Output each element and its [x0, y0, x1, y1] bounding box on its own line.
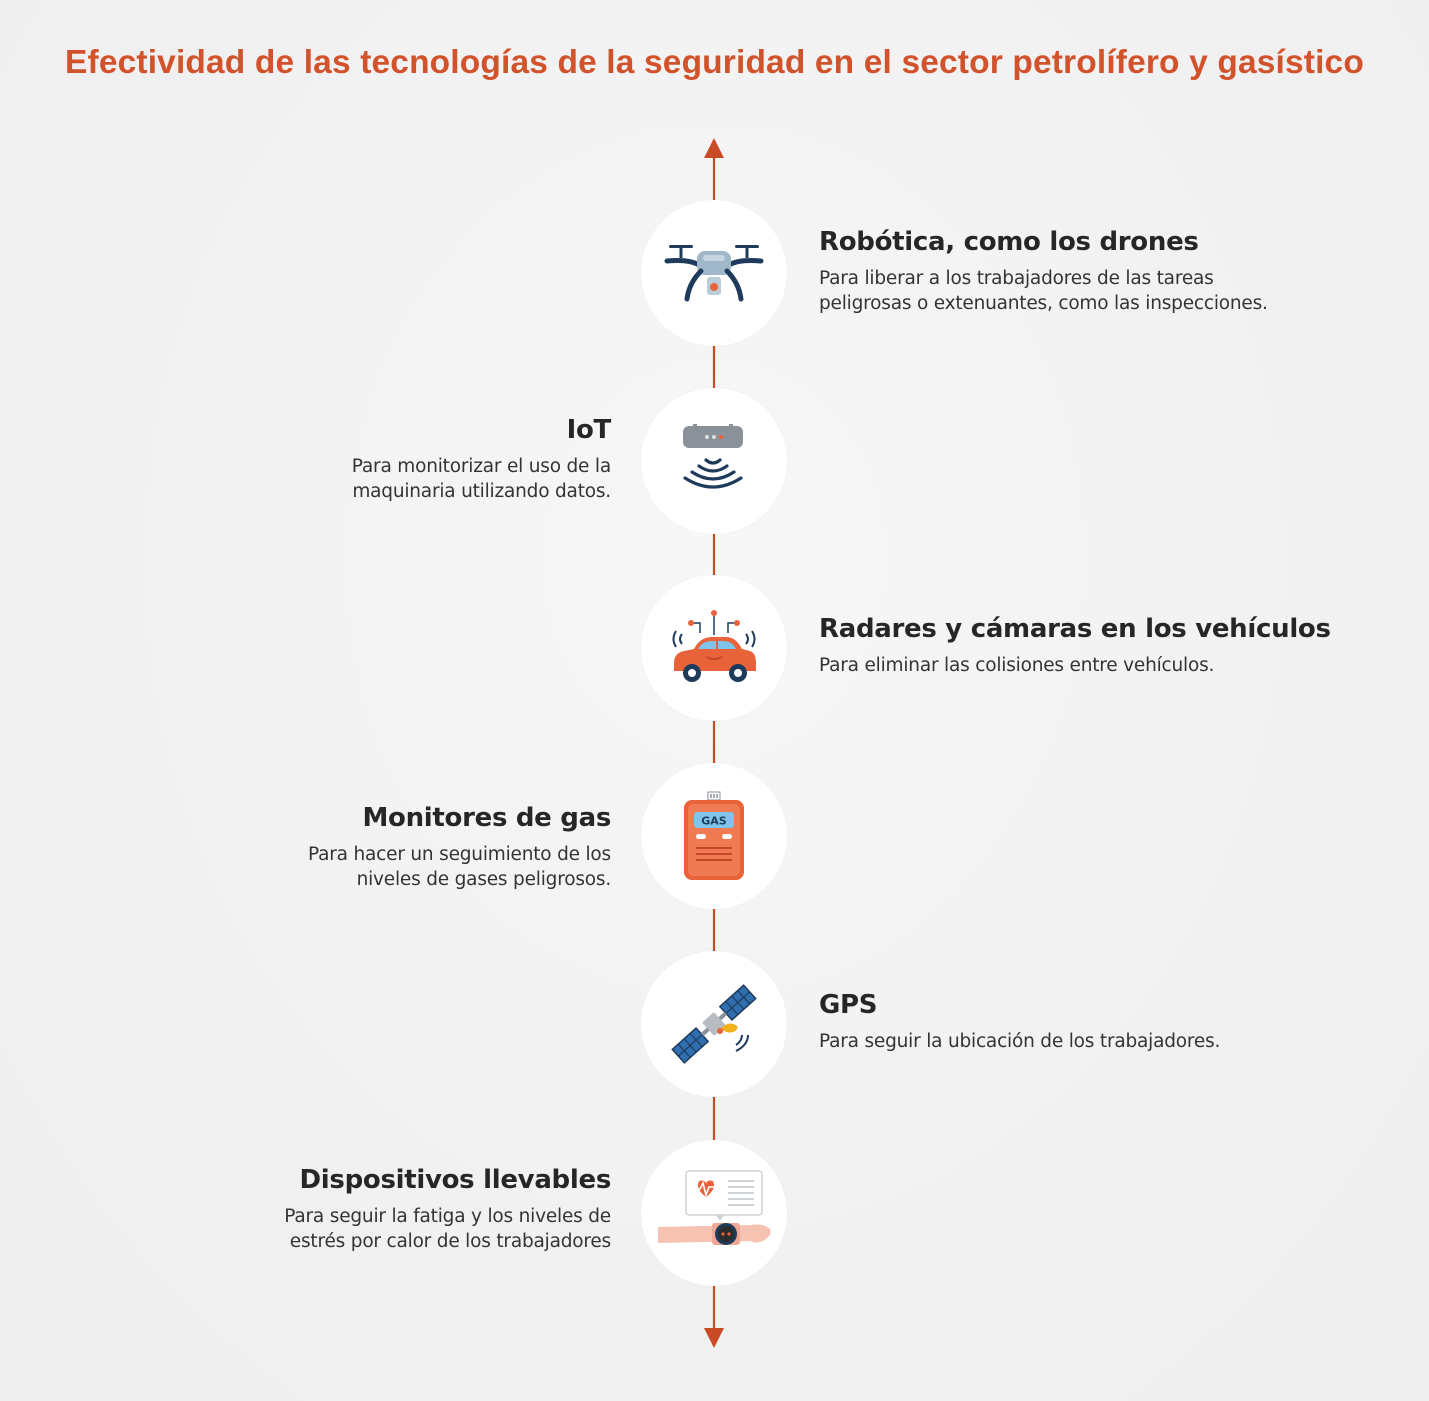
page-title: Efectividad de las tecnologías de la seguridad en el sector petrolífero y gasístico — [65, 44, 1364, 81]
node-drone — [641, 200, 787, 346]
gas-monitor-icon — [674, 788, 754, 884]
item-heading: Dispositivos llevables — [299, 1165, 611, 1195]
item-description — [171, 843, 611, 892]
item-heading: Robótica, como los drones — [819, 227, 1199, 257]
description-line: Para liberar a los trabajadores de las tareas — [819, 268, 1214, 289]
timeline-arrow-up-icon — [704, 138, 724, 158]
item-monitores-gas — [171, 803, 611, 892]
description-line: peligrosas o extenuantes, como las inspecciones. — [819, 292, 1268, 314]
node-car — [641, 575, 787, 721]
description-line: Para seguir la ubicación de los trabajadores. — [819, 1031, 1221, 1052]
item-heading: Radares y cámaras en los vehículos — [819, 614, 1331, 644]
item-iot — [171, 415, 611, 504]
item-radares — [819, 614, 1379, 679]
item-dispositivos — [171, 1165, 611, 1254]
drone-icon — [659, 233, 769, 313]
item-gps — [819, 990, 1379, 1055]
item-heading: IoT — [566, 415, 611, 445]
description-line: Para monitorizar el uso de la — [351, 456, 611, 477]
satellite-icon — [664, 979, 764, 1069]
item-description — [819, 654, 1379, 679]
description-line: Para hacer un seguimiento de los — [308, 844, 611, 865]
item-heading: GPS — [819, 990, 878, 1020]
item-description — [171, 455, 611, 504]
node-wearable — [641, 1140, 787, 1286]
item-description — [171, 1205, 611, 1254]
description-line: estrés por calor de los trabajadores — [289, 1230, 611, 1252]
gas-display-label: GAS — [701, 814, 727, 828]
connected-car-icon — [664, 605, 764, 691]
description-line: Para seguir la fatiga y los niveles de — [284, 1206, 611, 1227]
description-line: niveles de gases peligrosos. — [356, 868, 611, 890]
item-heading: Monitores de gas — [362, 803, 611, 833]
item-description — [819, 267, 1379, 316]
item-description — [819, 1030, 1379, 1055]
description-line: maquinaria utilizando datos. — [352, 480, 611, 502]
iot-router-icon — [669, 416, 759, 506]
node-iot — [641, 388, 787, 534]
item-robotica — [819, 227, 1379, 316]
description-line: Para eliminar las colisiones entre vehículos. — [819, 655, 1215, 676]
wearable-icon — [654, 1163, 774, 1263]
timeline-arrow-down-icon — [704, 1328, 724, 1348]
node-gps — [641, 951, 787, 1097]
node-gas-monitor — [641, 763, 787, 909]
